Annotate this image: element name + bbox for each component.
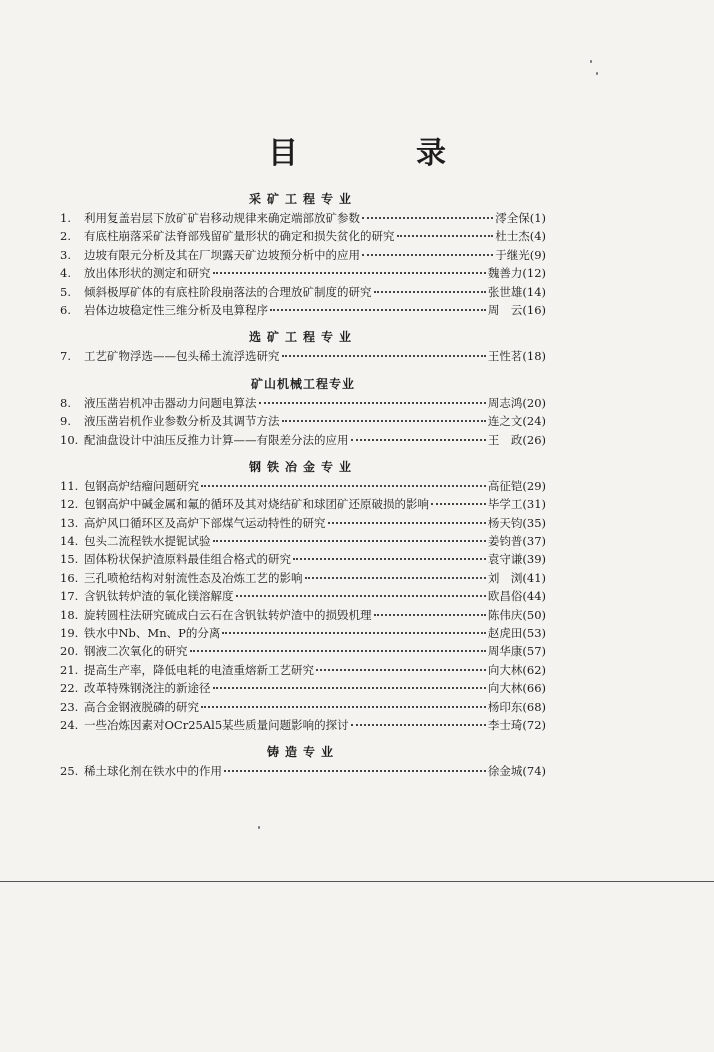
- entry-page: (66): [522, 681, 546, 696]
- entry-author: 杨印东: [487, 699, 523, 714]
- entry-title: 工艺矿物浮选——包头稀土流浮选研究: [84, 349, 280, 364]
- entry-page: (39): [522, 552, 546, 567]
- entry-title: 一些冶炼因素对OCr25Al5某些质量问题影响的探讨: [84, 717, 349, 732]
- dot-leader: [213, 539, 486, 542]
- toc-entry: [60, 551, 546, 569]
- entry-page: (16): [522, 302, 546, 317]
- entry-number: 14.: [60, 534, 79, 549]
- dot-leader: [293, 557, 486, 560]
- entry-title: 旋转圆柱法研究硫成白云石在含钒钛转炉渣中的损毁机理: [84, 607, 372, 622]
- entry-page: (26): [522, 432, 546, 447]
- entry-author: 周 云: [487, 302, 523, 317]
- entry-title: 利用复盖岩层下放矿矿岩移动规律来确定端部放矿参数: [84, 211, 360, 225]
- entry-number: 4.: [60, 266, 71, 281]
- entry-author: 澪全保: [495, 211, 530, 225]
- toc-entry: [60, 763, 546, 781]
- entry-author: 连之文: [487, 414, 523, 429]
- dot-leader: [236, 594, 486, 597]
- entry-number: 5.: [60, 284, 71, 299]
- entry-author: 王 政: [487, 432, 523, 447]
- entry-author: 周华康: [487, 644, 523, 659]
- entry-title: 改革特殊钢浇注的新途径: [84, 681, 211, 696]
- dot-leader: [224, 769, 486, 772]
- entry-number: 11.: [60, 478, 79, 493]
- toc-entry: [60, 432, 546, 450]
- toc-entry: [60, 395, 546, 413]
- entry-title: 液压凿岩机作业参数分析及其调节方法: [84, 414, 280, 429]
- entry-title: 提高生产率，降低电耗的电渣重熔新工艺研究: [84, 662, 314, 677]
- entry-page: (37): [522, 534, 546, 549]
- toc-entry: [60, 533, 546, 551]
- entry-title: 有底柱崩落采矿法脊部残留矿量形状的确定和损失贫化的研究: [84, 229, 395, 244]
- toc-entry: [60, 228, 546, 246]
- dot-leader: [213, 686, 486, 689]
- toc-entry: [60, 643, 546, 661]
- dot-leader: [374, 290, 486, 293]
- entry-title: 铁水中Nb、Mn、P的分离: [84, 626, 221, 641]
- entry-number: 20.: [60, 644, 79, 659]
- entry-author: 袁守谦: [487, 552, 523, 567]
- entry-title: 稀土球化剂在铁水中的作用: [84, 764, 222, 779]
- entry-number: 22.: [60, 681, 79, 696]
- dot-leader: [362, 253, 493, 256]
- page-title: 目 录: [268, 136, 490, 171]
- dot-leader: [270, 308, 486, 311]
- entry-page: (72): [522, 717, 546, 732]
- entry-author: 周志鸿: [487, 395, 523, 410]
- entry-author: 李士琦: [487, 717, 523, 732]
- entry-page: (57): [522, 644, 546, 659]
- entry-title: 液压凿岩机冲击器动力问题电算法: [84, 395, 257, 410]
- entry-number: 13.: [60, 515, 79, 530]
- dot-leader: [397, 234, 494, 237]
- dot-leader: [222, 631, 486, 634]
- page-bottom-rule: [0, 881, 714, 882]
- toc-entry: [60, 588, 546, 606]
- toc-entry: [60, 284, 546, 302]
- entry-page: (53): [522, 626, 546, 641]
- entry-number: 21.: [60, 662, 79, 677]
- entry-number: 17.: [60, 589, 79, 604]
- entry-number: 23.: [60, 699, 79, 714]
- entry-number: 15.: [60, 552, 79, 567]
- toc-entry: [60, 413, 546, 431]
- entry-title: 含钒钛转炉渣的氧化镁溶解度: [84, 589, 234, 604]
- entry-page: (4): [529, 229, 546, 244]
- entry-page: (68): [522, 699, 546, 714]
- section-entries: [60, 210, 546, 320]
- section-entries: [60, 478, 546, 735]
- section-entries: [60, 348, 546, 366]
- toc-entry: [60, 607, 546, 625]
- entry-number: 18.: [60, 607, 79, 622]
- section-heading: 钢铁冶金专业: [248, 459, 357, 474]
- toc-entry: [60, 210, 546, 228]
- entry-author: 向大林: [487, 681, 523, 696]
- entry-title: 边坡有限元分析及其在厂坝露天矿边坡预分析中的应用: [84, 247, 360, 262]
- entry-author: 徐金城: [487, 764, 523, 779]
- entry-author: 张世雄: [487, 284, 523, 299]
- entry-page: (20): [522, 395, 546, 410]
- entry-title: 配油盘设计中油压反推力计算——有限差分法的应用: [84, 432, 349, 447]
- entry-author: 陈伟庆: [487, 607, 523, 622]
- entry-page: (35): [522, 515, 546, 530]
- scan-speck: [596, 72, 598, 75]
- toc-entry: [60, 515, 546, 533]
- entry-title: 包头二流程铁水提铌试验: [84, 534, 211, 549]
- entry-number: 6.: [60, 302, 71, 317]
- entry-number: 19.: [60, 626, 79, 641]
- toc-entry: [60, 496, 546, 514]
- entry-number: 1.: [60, 211, 71, 225]
- toc-entry: [60, 680, 546, 698]
- section-heading: 选矿工程专业: [248, 330, 357, 345]
- toc-entry: [60, 478, 546, 496]
- entry-number: 12.: [60, 497, 79, 512]
- entry-number: 7.: [60, 349, 71, 364]
- entry-page: (12): [522, 266, 546, 281]
- entry-page: (31): [522, 497, 546, 512]
- entry-author: 高征铠: [487, 478, 523, 493]
- entry-number: 24.: [60, 717, 79, 732]
- entry-author: 向大林: [487, 662, 523, 677]
- toc-entry: [60, 717, 546, 735]
- entry-title: 包钢高炉结瘤问题研究: [84, 478, 199, 493]
- entry-page: (44): [522, 589, 546, 604]
- dot-leader: [282, 419, 486, 422]
- section-entries: [60, 763, 546, 781]
- entry-title: 倾斜极厚矿体的有底柱阶段崩落法的合理放矿制度的研究: [84, 284, 372, 299]
- dot-leader: [362, 216, 493, 219]
- dot-leader: [201, 484, 486, 487]
- section-heading: 矿山机械工程专业: [250, 376, 355, 391]
- entry-author: 姜钧普: [487, 534, 523, 549]
- scan-speck: [258, 826, 260, 829]
- dot-leader: [259, 401, 486, 404]
- dot-leader: [316, 668, 486, 671]
- entry-title: 高炉风口循环区及高炉下部煤气运动特性的研究: [84, 515, 326, 530]
- entry-author: 毕学工: [487, 497, 523, 512]
- toc-entry: [60, 662, 546, 680]
- entry-author: 王性茗: [487, 349, 523, 364]
- dot-leader: [351, 438, 486, 441]
- dot-leader: [351, 723, 486, 726]
- toc-entry: [60, 247, 546, 265]
- dot-leader: [305, 576, 486, 579]
- entry-number: 9.: [60, 414, 71, 429]
- dot-leader: [213, 271, 486, 274]
- toc-entry: [60, 348, 546, 366]
- entry-page: (62): [522, 662, 546, 677]
- table-of-contents: [60, 182, 546, 782]
- dot-leader: [201, 705, 486, 708]
- entry-title: 岩体边坡稳定性三维分析及电算程序: [84, 302, 268, 317]
- section-heading: 铸造专业: [266, 745, 339, 760]
- entry-page: (18): [522, 349, 546, 364]
- section-entries: [60, 395, 546, 450]
- entry-author: 欧昌俗: [487, 589, 523, 604]
- entry-page: (74): [522, 764, 546, 779]
- entry-page: (29): [522, 478, 546, 493]
- entry-number: 25.: [60, 764, 79, 779]
- toc-entry: [60, 265, 546, 283]
- dot-leader: [374, 613, 486, 616]
- entry-title: 高合金钢液脱磷的研究: [84, 699, 199, 714]
- entry-number: 8.: [60, 395, 71, 410]
- toc-entry: [60, 699, 546, 717]
- entry-title: 三孔喷枪结构对射流性态及冶炼工艺的影响: [84, 570, 303, 585]
- entry-page: (41): [522, 570, 546, 585]
- entry-page: (9): [529, 247, 546, 262]
- entry-author: 于继光: [495, 247, 530, 262]
- section-heading: 采矿工程专业: [248, 192, 357, 206]
- entry-number: 10.: [60, 432, 79, 447]
- entry-title: 固体粉状保护渣原料最佳组合格式的研究: [84, 552, 291, 567]
- entry-author: 赵虎田: [487, 626, 523, 641]
- toc-entry: [60, 625, 546, 643]
- entry-author: 刘 浏: [487, 570, 523, 585]
- entry-page: (24): [522, 414, 546, 429]
- entry-page: (14): [522, 284, 546, 299]
- dot-leader: [282, 354, 486, 357]
- scan-speck: [590, 60, 592, 63]
- dot-leader: [328, 521, 486, 524]
- entry-author: 杨天钧: [487, 515, 523, 530]
- entry-page: (1): [529, 211, 546, 225]
- dot-leader: [431, 502, 486, 505]
- toc-entry: [60, 570, 546, 588]
- entry-page: (50): [522, 607, 546, 622]
- entry-title: 包钢高炉中碱金属和氟的循环及其对烧结矿和球团矿还原破损的影响: [84, 497, 429, 512]
- entry-number: 16.: [60, 570, 79, 585]
- toc-entry: [60, 302, 546, 320]
- entry-number: 2.: [60, 229, 71, 244]
- dot-leader: [190, 649, 486, 652]
- entry-title: 钢液二次氧化的研究: [84, 644, 188, 659]
- entry-number: 3.: [60, 247, 71, 262]
- entry-title: 放出体形状的测定和研究: [84, 266, 211, 281]
- entry-author: 杜士杰: [495, 229, 530, 244]
- entry-author: 魏善力: [487, 266, 523, 281]
